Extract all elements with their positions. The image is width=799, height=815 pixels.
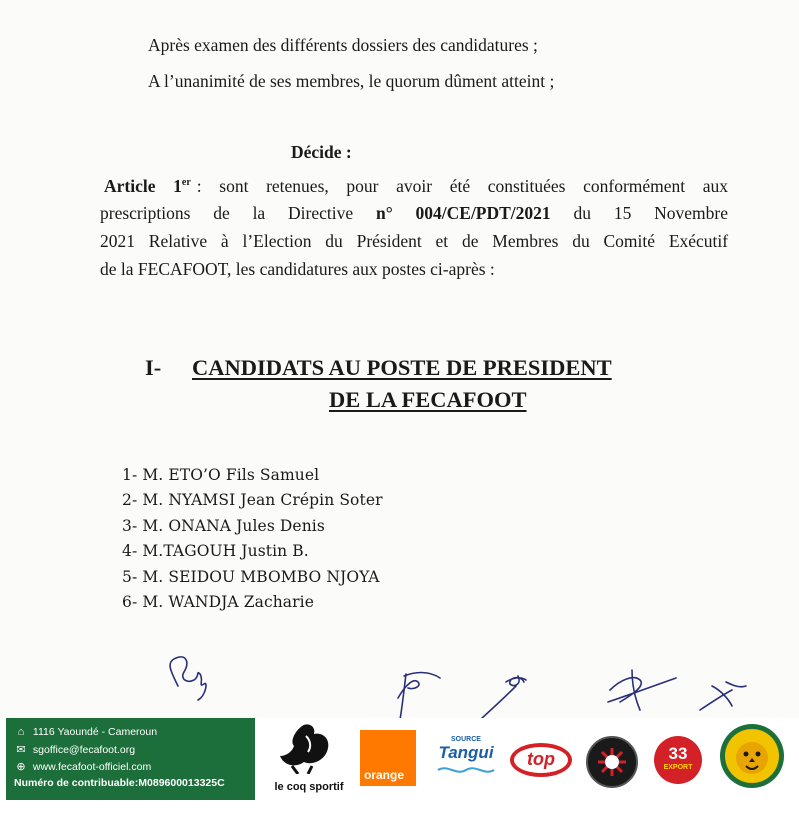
website-row: ⊕ www.fecafoot-officiel.com [12, 759, 151, 775]
fecafoot-lion-logo [720, 724, 784, 788]
tax-number: Numéro de contribuable:M089600013325C [14, 777, 225, 789]
address-row: ⌂ 1116 Yaoundé - Cameroun [12, 724, 157, 740]
article-label: Article 1er [104, 176, 191, 196]
33-export-logo: 33 EXPORT [654, 736, 702, 784]
paragraph-line-2: A l’unanimité de ses membres, le quorum dûment atteint ; [148, 71, 555, 91]
decide-heading: Décide : [291, 142, 352, 162]
email-row: ✉ sgoffice@fecafoot.org [12, 742, 135, 758]
tangui-logo: SOURCE Tangui [436, 736, 496, 786]
wave-icon [436, 764, 496, 776]
top-logo: top [508, 740, 574, 780]
mail-icon: ✉ [16, 744, 26, 756]
directive-reference: n° 004/CE/PDT/2021 [375, 203, 551, 223]
signatures [0, 640, 799, 730]
beverage-logo [586, 736, 638, 788]
section-title-line-2: DE LA FECAFOOT [329, 387, 527, 412]
paragraph-line-1: Après examen des différents dossiers des candidatures ; [148, 35, 538, 55]
article-line-3: 2021 Relative à l’Election du Président et de Membres du Comité Exécutif [100, 231, 729, 251]
article-line-2: prescriptions de la Directive n° 004/CE/PDT/2021 du 15 Novembre [100, 203, 729, 223]
orange-logo: orange [360, 730, 416, 786]
signature-4 [608, 670, 676, 710]
home-icon: ⌂ [17, 726, 25, 738]
candidate-item: 6- M. WANDJA Zacharie [122, 592, 314, 611]
contact-block [6, 718, 255, 800]
signature-1 [170, 657, 206, 700]
section-number: I- [145, 355, 162, 380]
lion-icon [720, 724, 784, 788]
globe-icon: ⊕ [16, 761, 26, 773]
candidate-item: 4- M.TAGOUH Justin B. [122, 542, 309, 561]
candidate-list [122, 463, 383, 615]
section-title-line-1: CANDIDATS AU POSTE DE PRESIDENT [192, 355, 612, 380]
lecoq-sportif-logo: le coq sportif [272, 722, 346, 798]
signature-5 [700, 682, 746, 710]
candidate-item: 2- M. NYAMSI Jean Crépin Soter [122, 491, 383, 510]
candidate-item: 1- M. ETO’O Fils Samuel [122, 466, 320, 484]
footer [0, 718, 799, 815]
article-colon: : [196, 176, 202, 196]
article-line-4: de la FECAFOOT, les candidatures aux postes ci-après : [100, 259, 495, 279]
star-burst-icon [588, 738, 636, 786]
candidate-item: 5- M. SEIDOU MBOMBO NJOYA [122, 567, 380, 586]
candidate-item: 3- M. ONANA Jules Denis [122, 516, 325, 535]
rooster-icon [272, 722, 346, 774]
article-line-1: Article 1er : sont retenues, pour avoir été constituées conformément aux [100, 176, 728, 197]
